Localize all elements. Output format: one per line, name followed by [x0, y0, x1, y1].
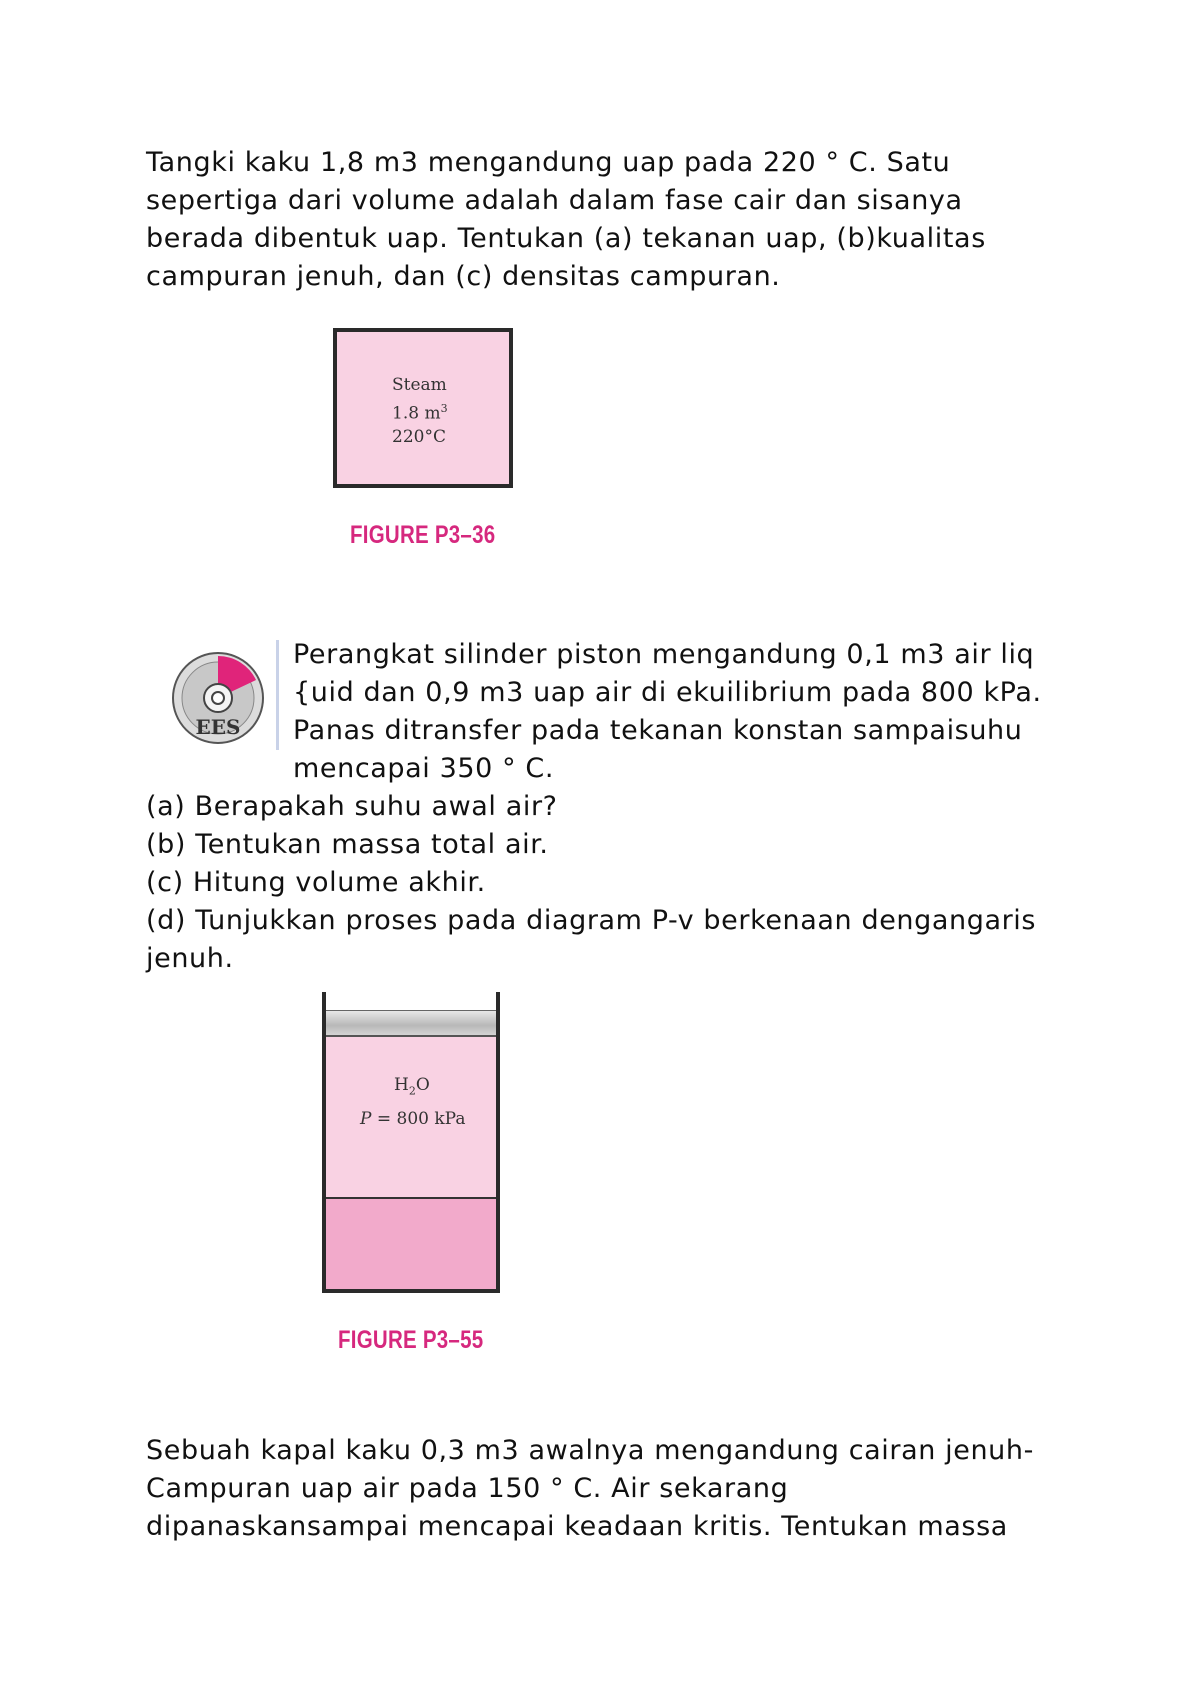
- text-line: {uid dan 0,9 m3 uap air di ekuilibrium pada 800 kPa.: [293, 677, 1042, 708]
- sidebar-rule: [276, 640, 279, 750]
- text-line: campuran jenuh, dan (c) densitas campuran.: [146, 261, 781, 292]
- text-line: sepertiga dari volume adalah dalam fase cair dan sisanya: [146, 185, 963, 216]
- text-line: Campuran uap air pada 150 ° C. Air sekarang: [146, 1473, 789, 1504]
- problem3-text: [146, 1432, 1066, 1546]
- question-a: (a) Berapakah suhu awal air?: [146, 791, 558, 822]
- tank-label: [392, 374, 448, 449]
- question-d: (d) Tunjukkan proses pada diagram P-v berkenaan dengangaris: [146, 905, 1037, 936]
- text-line: dipanaskansampai mencapai keadaan kritis. Tentukan massa: [146, 1511, 1008, 1542]
- cylinder-label-pressure: P = 800 kPa: [360, 1109, 466, 1129]
- problem1-text: [146, 144, 1066, 296]
- figure-caption-p3-55: FIGURE P3–55: [338, 1326, 484, 1354]
- figure-caption-p3-36: FIGURE P3–36: [350, 521, 496, 549]
- text-line: mencapai 350 ° C.: [293, 753, 555, 784]
- tank-label-temperature: 220°C: [392, 426, 446, 447]
- ees-cd-icon: [170, 650, 266, 746]
- cylinder-bottom: [322, 1289, 500, 1293]
- steam-tank-figure: [333, 328, 513, 488]
- text-line: Perangkat silinder piston mengandung 0,1 m3 air liq: [293, 639, 1035, 670]
- text-line: berada dibentuk uap. Tentukan (a) tekanan uap, (b)kualitas: [146, 223, 986, 254]
- liquid-region: [326, 1197, 496, 1289]
- text-line: Sebuah kapal kaku 0,3 m3 awalnya mengandung cairan jenuh-: [146, 1435, 1034, 1466]
- piston: [326, 1010, 496, 1037]
- text-line: Tangki kaku 1,8 m3 mengandung uap pada 220 ° C. Satu: [146, 147, 951, 178]
- question-c: (c) Hitung volume akhir.: [146, 867, 486, 898]
- cylinder-right-wall: [496, 992, 500, 1293]
- question-b: (b) Tentukan massa total air.: [146, 829, 549, 860]
- text-line: Panas ditransfer pada tekanan konstan sampaisuhu: [293, 715, 1023, 746]
- tank-label-steam: Steam: [392, 375, 447, 395]
- tank-label-volume: 1.8 $m^3$: [392, 402, 448, 424]
- problem2-questions: [146, 788, 1066, 978]
- problem2-intro: [293, 636, 1073, 788]
- question-d-cont: jenuh.: [146, 943, 234, 974]
- cylinder-label-h2o: $H_2O$: [394, 1075, 430, 1098]
- svg-text:EES: EES: [195, 715, 241, 739]
